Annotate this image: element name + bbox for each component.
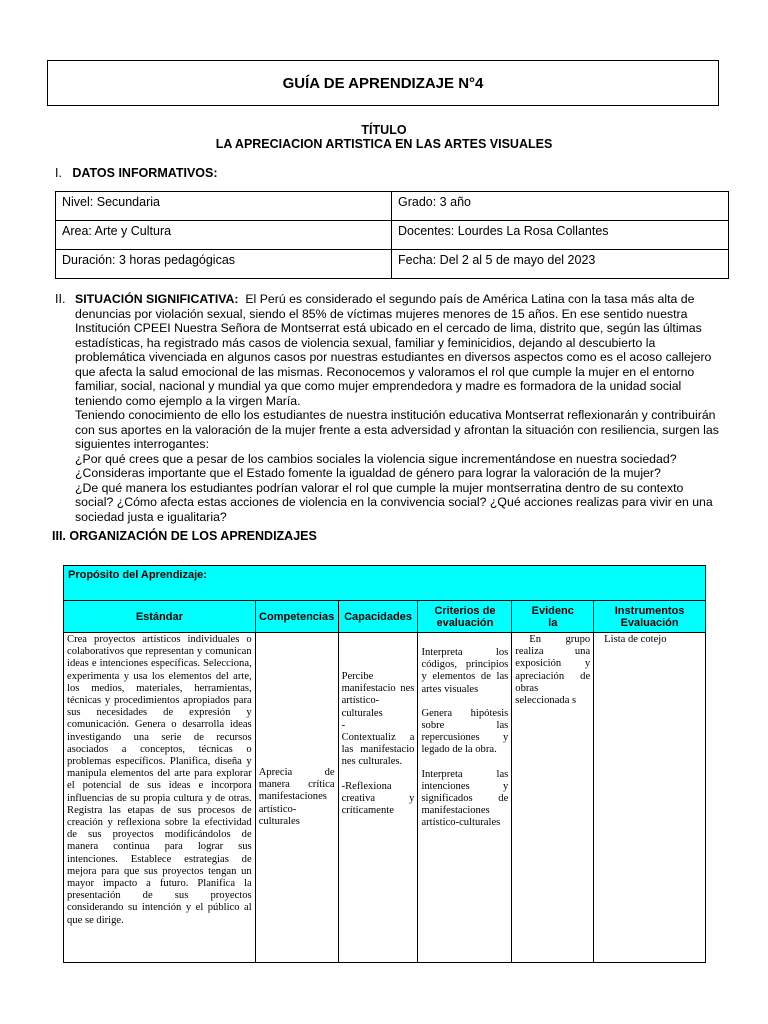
criterio-2: Genera hipótesis sobre las repercusiones y legado de la obra. bbox=[421, 707, 509, 756]
criterio-1: Interpreta los códigos, principios y elementos de las artes visuales bbox=[421, 647, 509, 695]
situacion-question-1: ¿Por qué crees que a pesar de los cambios sociales la violencia sigue incrementándose en nuestra sociedad? bbox=[75, 451, 677, 466]
header-evidencia: Evidenc la bbox=[512, 601, 594, 633]
cell-instrumento: Lista de cotejo bbox=[594, 633, 706, 963]
table-header-row bbox=[63, 601, 706, 633]
info-fecha: Fecha: Del 2 al 5 de mayo del 2023 bbox=[392, 250, 729, 279]
criterio-3: Interpreta las intenciones y significados de manifestaciones artístico-culturales bbox=[421, 768, 509, 829]
table-row bbox=[63, 633, 706, 963]
titulo-label: TÍTULO bbox=[361, 123, 407, 137]
section-1-heading bbox=[55, 166, 218, 180]
situacion-paragraph-1: El Perú es considerado el segundo país de América Latina con la tasa más alta de denuncias por violación sexual, siendo el 85% de víctimas mujeres menores de 15 años. En ese sentido nuestra Institución CPEEI Nuestra Señora de Montserrat está ubicado en el cercado de lima, distrito que, según las últimas estadísticas, ha registrado más casos de violencia sexual, familiar y feminicidios, dejando al descubierto la problemática vivenciada en algunos casos por nuestras estudiantes en diversos aspectos como es el acoso callejero que afecta la salud emocional de las mismas. Reconocemos y valoramos el rol que cumple la mujer en el entorno familiar, social, nacional y mundial ya que como mujer emprendedora y madre es formadora de la unidad social teniendo como ejemplo a la virgen María. bbox=[75, 292, 712, 408]
proposito-row: Propósito del Aprendizaje: bbox=[63, 565, 706, 601]
cell-capacidades bbox=[339, 633, 419, 963]
info-duracion: Duración: 3 horas pedagógicas bbox=[56, 250, 392, 279]
header-criterios: Criterios de evaluación bbox=[418, 601, 512, 633]
competencia-text: Aprecia de manera crítica manifestaciones artístico-culturales bbox=[258, 766, 335, 827]
situacion-question-3: ¿De qué manera los estudiantes podrían valorar el rol que cumple la mujer montserratina dentro de su contexto social? ¿Cómo afecta estas acciones de violencia en la convivencia social? ¿Qué acciones realizas para vivir en una sociedad justa e igualitaria? bbox=[75, 480, 713, 524]
info-area: Area: Arte y Cultura bbox=[56, 221, 392, 250]
section-2-title: SITUACIÓN SIGNIFICATIVA: bbox=[75, 292, 239, 306]
guide-title-box bbox=[47, 60, 719, 106]
section-2-number: II. bbox=[55, 292, 66, 306]
capacidad-1: Percibe manifestacio nes artístico-culturales bbox=[341, 671, 415, 719]
titulo-value: LA APRECIACION ARTISTICA EN LAS ARTES VISUALES bbox=[215, 137, 553, 151]
situacion-paragraph-2: Teniendo conocimiento de ello los estudiantes de nuestra institución educativa Montserrat reflexionarán y contribuirán con sus aportes en la valoración de la mujer frente a esta adversidad y afrontan la situación con resiliencia, surgen las siguientes interrogantes: bbox=[75, 408, 719, 451]
situacion-text bbox=[75, 292, 725, 524]
header-competencias: Competencias bbox=[256, 601, 339, 633]
capacidad-3: -Reflexiona creativa y críticamente bbox=[341, 780, 415, 817]
situacion-question-2: ¿Consideras importante que el Estado fomente la igualdad de género para lograr la valoración de la mujer? bbox=[75, 466, 661, 480]
section-1-number: I. bbox=[55, 166, 62, 180]
learning-table bbox=[63, 565, 706, 963]
header-capacidades: Capacidades bbox=[339, 601, 419, 633]
info-nivel: Nivel: Secundaria bbox=[56, 192, 392, 221]
header-instrumentos: Instrumentos Evaluación bbox=[594, 601, 706, 633]
info-table bbox=[55, 191, 729, 279]
cell-criterios bbox=[418, 633, 512, 963]
info-docentes: Docentes: Lourdes La Rosa Collantes bbox=[392, 221, 729, 250]
cell-estandar: Crea proyectos artísticos individuales o colaborativos que representan y comunican ideas e intenciones específicas. Selecciona, experimenta y usa los elementos del arte, los medios, materiales, herramientas, técnicas y procedimientos apropiados para sus necesidades de expresión y comunicación. Genera o desarrolla ideas investigando una serie de recursos asociados a conceptos, técnicas o problemas específicos. Planifica, diseña y manipula elementos del arte para explorar el potencial de sus ideas e incorpora influencias de su propia cultura y de otras. Registra las etapas de sus procesos de creación y reflexiona sobre la efectividad de sus proyectos modificándolos de manera continua para lograr sus intenciones. Establece estrategias de mejora para que sus proyectos tengan un mayor impacto a futuro. Planifica la presentación de sus proyectos considerando su intención y el público al que se dirige. bbox=[64, 633, 256, 963]
section-3-heading: III. ORGANIZACIÓN DE LOS APRENDIZAJES bbox=[52, 529, 317, 543]
cell-competencia bbox=[256, 633, 339, 963]
header-estandar: Estándar bbox=[64, 601, 256, 633]
info-grado: Grado: 3 año bbox=[392, 192, 729, 221]
section-1-title: DATOS INFORMATIVOS: bbox=[72, 166, 218, 180]
capacidad-2: - Contextualiz a las manifestacio nes culturales. bbox=[341, 719, 415, 768]
cell-evidencia: En grupo realiza una exposición y apreciación de obras seleccionada s bbox=[512, 633, 594, 963]
guide-title: GUÍA DE APRENDIZAJE N°4 bbox=[282, 74, 484, 92]
